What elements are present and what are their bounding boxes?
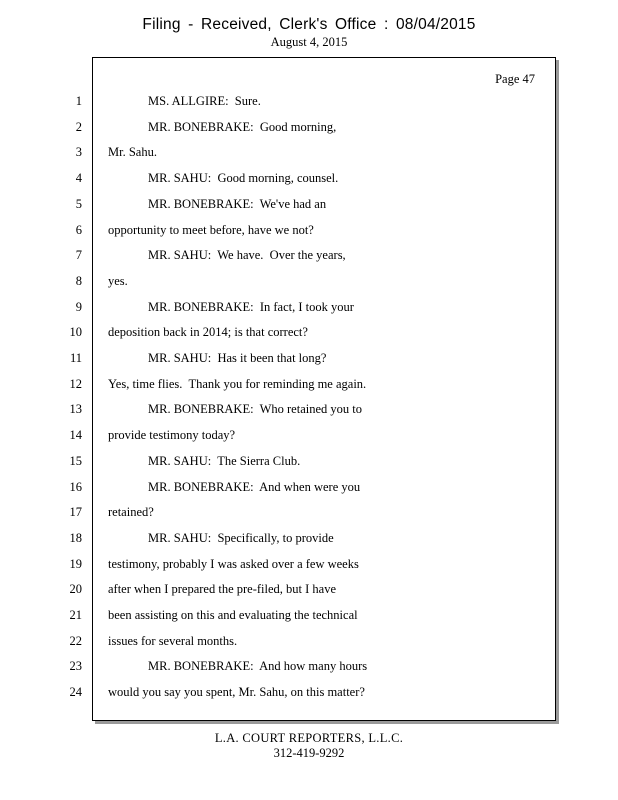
transcript-line-text: MS. ALLGIRE: Sure. — [148, 94, 261, 108]
line-number: 15 — [69, 454, 82, 468]
line-number: 4 — [75, 171, 82, 185]
transcript-line-text: MR. SAHU: Specifically, to provide — [148, 531, 334, 545]
transcript-line-text: opportunity to meet before, have we not? — [108, 223, 314, 237]
transcript-line-text: MR. SAHU: Good morning, counsel. — [148, 171, 339, 185]
transcript-line-text: been assisting on this and evaluating the technical — [108, 608, 358, 622]
transcript-line-text: testimony, probably I was asked over a few weeks — [108, 557, 359, 571]
transcript-line-text: MR. BONEBRAKE: In fact, I took your — [148, 300, 354, 314]
transcript-line-text: MR. SAHU: We have. Over the years, — [148, 248, 346, 262]
transcript-line-text: MR. BONEBRAKE: And how many hours — [148, 659, 368, 673]
line-number: 12 — [69, 377, 82, 391]
filing-date: August 4, 2015 — [270, 35, 348, 49]
line-number: 1 — [75, 94, 82, 108]
transcript-line-text: Yes, time flies. Thank you for reminding me again. — [108, 377, 367, 391]
transcript-line-text: deposition back in 2014; is that correct? — [108, 325, 308, 339]
page-number: Page 47 — [495, 72, 535, 86]
transcript-line-text: MR. BONEBRAKE: Who retained you to — [148, 402, 362, 416]
line-number: 9 — [75, 300, 82, 314]
line-number: 13 — [69, 402, 82, 416]
transcript-line-text: retained? — [108, 505, 154, 519]
transcript-line-text: yes. — [108, 274, 128, 288]
line-number: 20 — [69, 582, 82, 596]
transcript-line-text: MR. BONEBRAKE: And when were you — [148, 480, 361, 494]
transcript-line-text: MR. SAHU: The Sierra Club. — [148, 454, 301, 468]
line-number: 17 — [69, 505, 82, 519]
transcript-line-text: issues for several months. — [108, 634, 238, 648]
line-number: 22 — [69, 634, 82, 648]
transcript-line-text: MR. BONEBRAKE: We've had an — [148, 197, 327, 211]
transcript-line-text: MR. BONEBRAKE: Good morning, — [148, 120, 337, 134]
line-number: 3 — [75, 145, 82, 159]
line-number: 8 — [75, 274, 82, 288]
transcript-line-text: MR. SAHU: Has it been that long? — [148, 351, 327, 365]
line-number: 2 — [75, 120, 82, 134]
transcript-line-text: Mr. Sahu. — [108, 145, 157, 159]
transcript-line-text: would you say you spent, Mr. Sahu, on this matter? — [108, 685, 365, 699]
line-number: 21 — [69, 608, 82, 622]
line-number: 18 — [69, 531, 82, 545]
line-number: 11 — [69, 351, 82, 365]
line-number: 7 — [75, 248, 82, 262]
transcript-line-text: provide testimony today? — [108, 428, 236, 442]
footer-phone: 312-419-9292 — [273, 746, 345, 760]
line-number: 24 — [69, 685, 82, 699]
line-number: 23 — [69, 659, 82, 673]
footer-company: L.A. COURT REPORTERS, L.L.C. — [214, 731, 404, 745]
line-number: 19 — [69, 557, 82, 571]
line-number: 16 — [69, 480, 82, 494]
line-number: 6 — [75, 223, 82, 237]
line-number: 14 — [69, 428, 82, 442]
line-number: 10 — [69, 325, 82, 339]
line-number: 5 — [75, 197, 82, 211]
transcript-line-text: after when I prepared the pre-filed, but I have — [108, 582, 337, 596]
filing-stamp: Filing - Received, Clerk's Office : 08/04/2015 — [142, 16, 476, 33]
